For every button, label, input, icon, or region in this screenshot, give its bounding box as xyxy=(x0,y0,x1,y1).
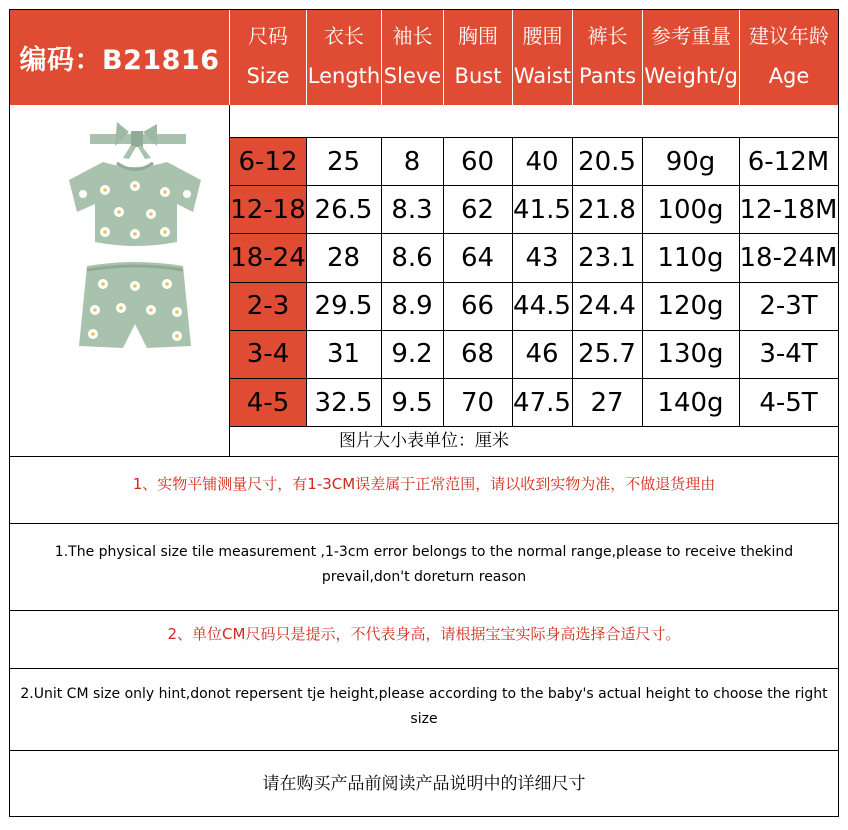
cell-sleeve: 8.6 xyxy=(391,242,433,273)
cell-weight: 100g xyxy=(657,194,724,225)
cell-pants: 21.8 xyxy=(578,194,636,225)
cell-age: 6-12M xyxy=(747,146,830,177)
cell-sleeve: 9.2 xyxy=(391,339,433,370)
product-code: 编码：B21816 xyxy=(19,45,220,76)
header-waist-zh: 腰围 xyxy=(522,24,563,48)
header-age-en: Age xyxy=(768,64,810,88)
cell-length: 31 xyxy=(326,339,361,370)
header-sleeve xyxy=(381,10,443,105)
header-length xyxy=(306,10,381,105)
header-waist-en: Waist xyxy=(513,64,572,88)
cell-waist: 43 xyxy=(525,242,559,273)
cell-age: 3-4T xyxy=(759,339,818,370)
header-bust-en: Bust xyxy=(454,64,502,88)
header-length-en: Length xyxy=(307,64,381,88)
cell-bust: 60 xyxy=(460,146,495,177)
cell-bust: 62 xyxy=(460,194,495,225)
cell-weight: 110g xyxy=(657,242,724,273)
cell-length: 28 xyxy=(326,242,361,273)
cell-bust: 68 xyxy=(460,339,495,370)
header-waist xyxy=(512,10,572,105)
cell-bust: 70 xyxy=(460,387,495,418)
cell-weight: 120g xyxy=(657,291,724,322)
cell-pants: 20.5 xyxy=(578,146,636,177)
header-age xyxy=(739,10,838,105)
cell-size: 4-5 xyxy=(230,379,306,426)
cell-pants: 27 xyxy=(590,387,624,418)
header-size xyxy=(229,10,306,105)
header-bust-zh: 胸围 xyxy=(458,24,498,48)
footer-note: 请在购买产品前阅读产品说明中的详细尺寸 xyxy=(262,774,586,794)
cell-sleeve: 8.3 xyxy=(391,194,433,225)
cell-age: 12-18M xyxy=(739,194,838,225)
cell-pants: 25.7 xyxy=(578,339,636,370)
cell-weight: 90g xyxy=(665,146,716,177)
header-size-en: Size xyxy=(246,64,290,88)
note2-en: 2.Unit CM size only hint,donot repersent tje height,please according to the baby's actual height to choose the right size xyxy=(20,686,828,727)
cell-waist: 46 xyxy=(525,339,559,370)
header-band xyxy=(10,10,838,105)
header-sleeve-zh: 袖长 xyxy=(392,24,433,48)
cell-waist: 41.5 xyxy=(513,194,571,225)
header-sleeve-en: Sleve xyxy=(383,64,442,88)
cell-length: 29.5 xyxy=(314,291,373,322)
unit-note: 图片大小表单位：厘米 xyxy=(339,431,509,451)
cell-length: 26.5 xyxy=(314,194,373,225)
header-age-zh: 建议年龄 xyxy=(749,24,829,48)
product-image xyxy=(65,120,205,380)
cell-length: 25 xyxy=(326,146,361,177)
header-bust xyxy=(443,10,512,105)
cell-bust: 64 xyxy=(460,242,495,273)
header-pants-en: Pants xyxy=(578,64,637,88)
note1-en: 1.The physical size tile measurement ,1-3cm error belongs to the normal range,please to receive thekind prevail,don't doreturn reason xyxy=(54,544,794,585)
header-weight-zh: 参考重量 xyxy=(651,24,731,48)
header-pants-zh: 裤长 xyxy=(587,24,628,48)
cell-weight: 140g xyxy=(657,387,724,418)
cell-waist: 40 xyxy=(525,146,559,177)
cell-size: 2-3 xyxy=(230,283,306,330)
cell-age: 4-5T xyxy=(759,387,818,418)
header-length-zh: 衣长 xyxy=(324,24,364,48)
header-weight xyxy=(642,10,739,105)
cell-pants: 23.1 xyxy=(578,242,636,273)
cell-length: 32.5 xyxy=(314,387,373,418)
note1-zh: 1、实物平铺测量尺寸，有1-3CM误差属于正常范围，请以收到实物为准，不做退货理由 xyxy=(132,475,716,493)
header-weight-en: Weight/g xyxy=(644,64,738,88)
cell-size: 18-24 xyxy=(230,234,306,281)
cell-size: 12-18 xyxy=(230,186,306,233)
note2-zh: 2、单位CM尺码只是提示，不代表身高，请根据宝宝实际身高选择合适尺寸。 xyxy=(167,625,681,643)
cell-pants: 24.4 xyxy=(578,291,636,322)
cell-sleeve: 8 xyxy=(403,146,421,177)
cell-bust: 66 xyxy=(460,291,495,322)
cell-age: 2-3T xyxy=(759,291,818,322)
cell-size: 6-12 xyxy=(230,138,306,185)
header-size-zh: 尺码 xyxy=(248,24,288,48)
cell-size: 3-4 xyxy=(230,331,306,378)
cell-waist: 44.5 xyxy=(513,291,571,322)
cell-waist: 47.5 xyxy=(513,387,571,418)
cell-sleeve: 8.9 xyxy=(391,291,433,322)
header-pants xyxy=(572,10,642,105)
cell-sleeve: 9.5 xyxy=(391,387,433,418)
cell-age: 18-24M xyxy=(739,242,838,273)
size-chart xyxy=(9,9,839,817)
cell-weight: 130g xyxy=(657,339,724,370)
